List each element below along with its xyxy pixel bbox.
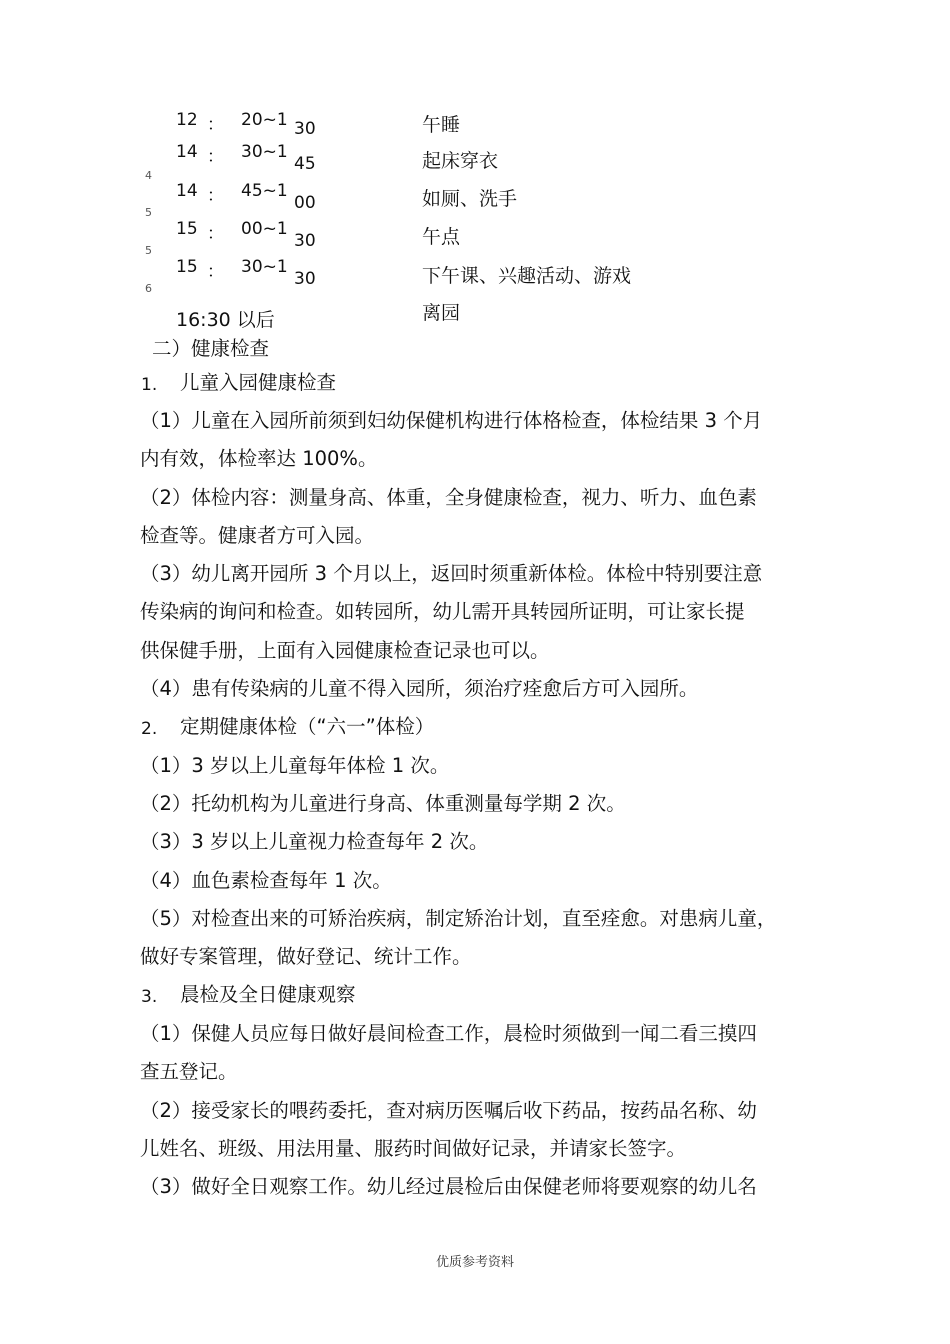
paragraph-line: （4）血色素检查每年 1 次。 bbox=[140, 869, 392, 892]
time-end: 45 bbox=[294, 154, 316, 174]
activity: 午点 bbox=[422, 226, 461, 248]
time-end: 30 bbox=[294, 119, 316, 139]
activity: 下午课、兴趣活动、游戏 bbox=[422, 265, 632, 287]
paragraph-line: （2）接受家长的喂药委托，查对病历医嘱后收下药品，按药品名称、幼 bbox=[140, 1099, 757, 1122]
paragraph-line: （2）体检内容：测量身高、体重，全身健康检查，视力、听力、血色素 bbox=[140, 486, 757, 509]
schedule-row bbox=[0, 219, 950, 257]
paragraph-line: （3）幼儿离开园所 3 个月以上，返回时须重新体检。体检中特别要注意 bbox=[140, 562, 763, 585]
paragraph-line: 查五登记。 bbox=[140, 1060, 238, 1083]
schedule-row bbox=[0, 302, 950, 343]
page-footer: 优质参考资料 bbox=[435, 1255, 514, 1270]
time-range: 30~1 bbox=[241, 257, 288, 277]
paragraph-line: 内有效，体检率达 100%。 bbox=[140, 447, 378, 470]
schedule-row bbox=[0, 142, 950, 180]
clipped-fragment: 5 bbox=[145, 244, 152, 257]
time-last: 16:30 以后 bbox=[176, 309, 275, 331]
time-start: 15 bbox=[176, 219, 198, 239]
paragraph-line: （2）托幼机构为儿童进行身高、体重测量每学期 2 次。 bbox=[140, 792, 626, 815]
schedule-row bbox=[0, 181, 950, 219]
paragraph-line: （3）3 岁以上儿童视力检查每年 2 次。 bbox=[140, 830, 489, 853]
time-end: 00 bbox=[294, 193, 316, 213]
list-number: 2. bbox=[141, 719, 158, 739]
list-number: 1. bbox=[141, 375, 158, 395]
clipped-fragment: 4 bbox=[145, 169, 152, 182]
activity: 起床穿衣 bbox=[422, 150, 499, 172]
paragraph-line: 做好专案管理，做好登记、统计工作。 bbox=[140, 945, 472, 968]
time-separator: ： bbox=[207, 147, 224, 167]
clipped-fragment: 5 bbox=[145, 206, 152, 219]
time-start: 14 bbox=[176, 142, 198, 162]
paragraph-line: （1）保健人员应每日做好晨间检查工作，晨检时须做到一闻二看三摸四 bbox=[140, 1022, 757, 1045]
time-end: 30 bbox=[294, 231, 316, 251]
time-range: 30~1 bbox=[241, 142, 288, 162]
list-number: 3. bbox=[141, 987, 158, 1007]
time-range: 20~1 bbox=[241, 110, 288, 130]
time-start: 15 bbox=[176, 257, 198, 277]
subsection-title: 晨检及全日健康观察 bbox=[180, 983, 356, 1006]
time-separator: ： bbox=[207, 115, 224, 135]
activity: 离园 bbox=[422, 302, 461, 324]
time-start: 14 bbox=[176, 181, 198, 201]
schedule-row bbox=[0, 257, 950, 295]
clipped-fragment: 6 bbox=[145, 282, 152, 295]
activity: 如厕、洗手 bbox=[422, 188, 518, 210]
subsection-title: 定期健康体检（“六一”体检） bbox=[180, 715, 435, 738]
paragraph-line: （5）对检查出来的可矫治疾病，制定矫治计划，直至痊愈。对患病儿童， bbox=[140, 907, 777, 930]
time-range: 00~1 bbox=[241, 219, 288, 239]
paragraph-line: 供保健手册，上面有入园健康检查记录也可以。 bbox=[140, 639, 550, 662]
time-range: 45~1 bbox=[241, 181, 288, 201]
time-start: 12 bbox=[176, 110, 198, 130]
paragraph-line: （3）做好全日观察工作。幼儿经过晨检后由保健老师将要观察的幼儿名 bbox=[140, 1175, 757, 1198]
paragraph-line: 儿姓名、班级、用法用量、服药时间做好记录，并请家长签字。 bbox=[140, 1137, 687, 1160]
section-title: 二）健康检查 bbox=[152, 337, 270, 360]
paragraph-line: 检查等。健康者方可入园。 bbox=[140, 524, 375, 547]
time-separator: ： bbox=[207, 186, 224, 206]
time-separator: ： bbox=[207, 262, 224, 282]
time-separator: ： bbox=[207, 224, 224, 244]
paragraph-line: （4）患有传染病的儿童不得入园所，须治疗痊愈后方可入园所。 bbox=[140, 677, 699, 700]
subsection-title: 儿童入园健康检查 bbox=[180, 371, 337, 394]
paragraph-line: 传染病的询问和检查。如转园所，幼儿需开具转园所证明，可让家长提 bbox=[140, 600, 745, 623]
paragraph-line: （1）3 岁以上儿童每年体检 1 次。 bbox=[140, 754, 450, 777]
paragraph-line: （1）儿童在入园所前须到妇幼保健机构进行体格检查，体检结果 3 个月 bbox=[140, 409, 763, 432]
time-end: 30 bbox=[294, 269, 316, 289]
activity: 午睡 bbox=[422, 114, 461, 136]
